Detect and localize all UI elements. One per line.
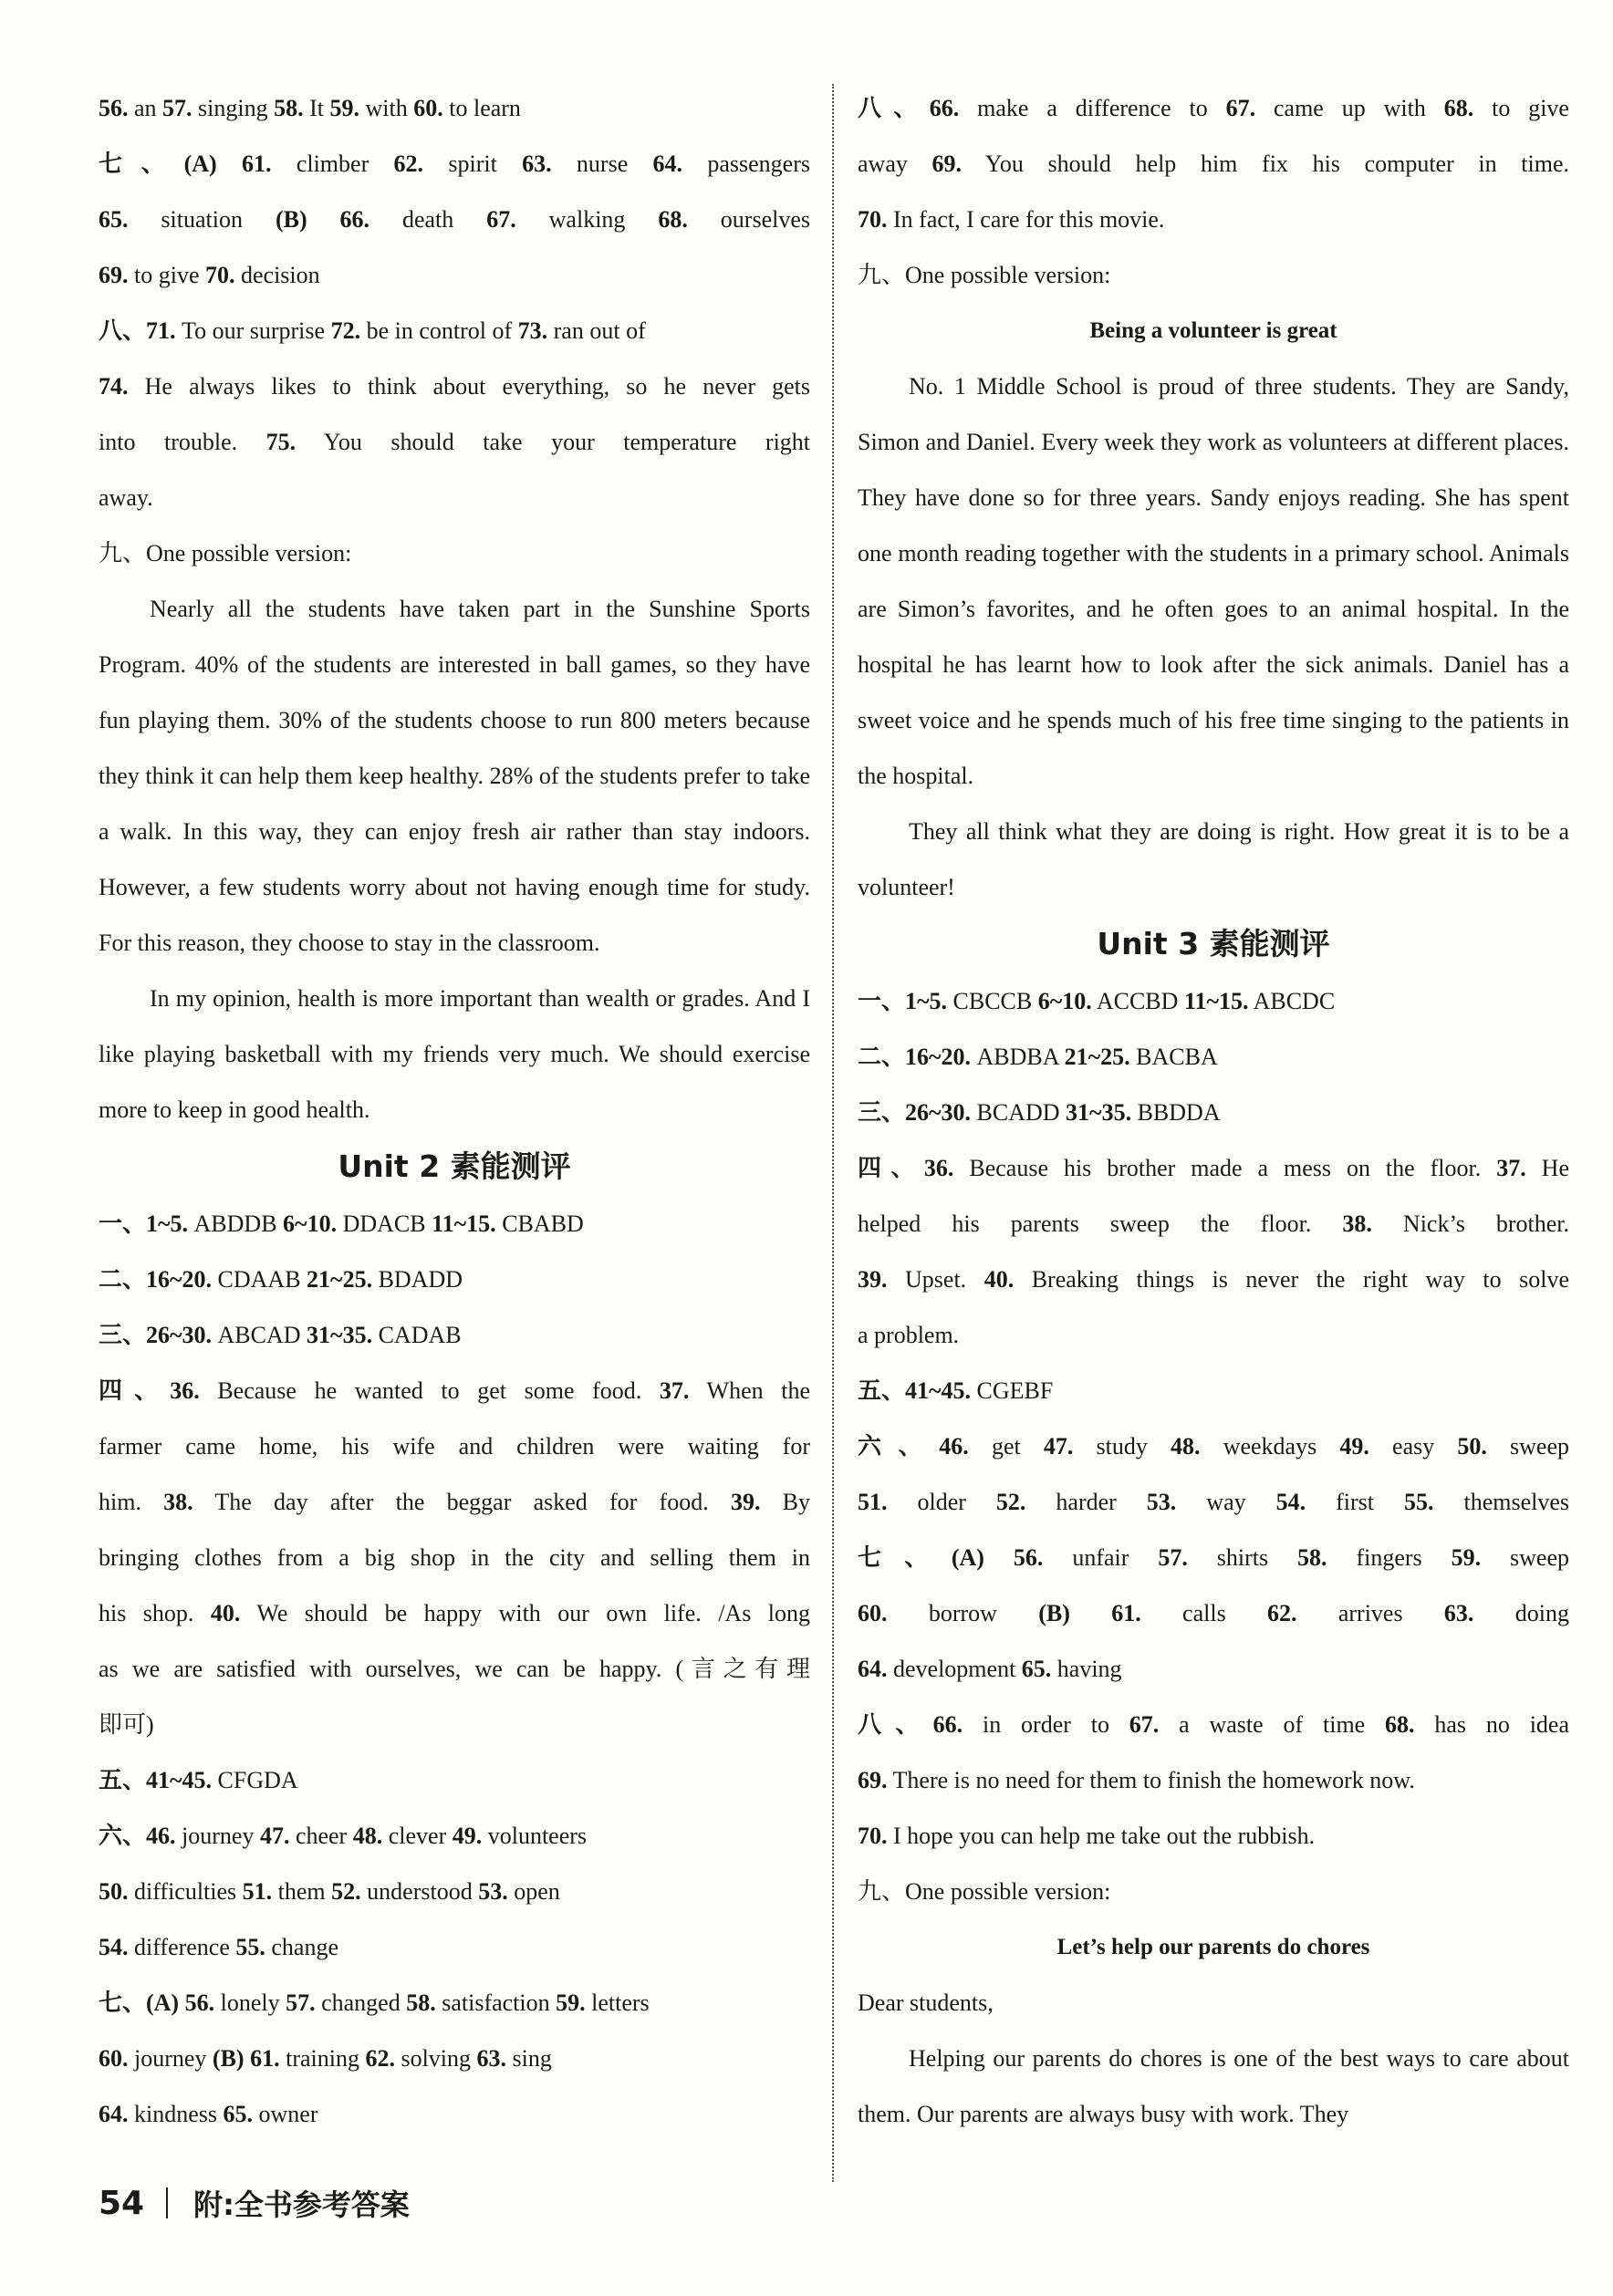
answer-text: BCADD	[971, 1099, 1067, 1126]
answer-line	[858, 136, 1569, 192]
answer-text: ourselves	[687, 206, 810, 233]
answer-text: to give	[128, 262, 205, 288]
answer-text: open	[507, 1878, 560, 1905]
question-number: 八、71.	[99, 317, 176, 344]
question-number: 37.	[659, 1377, 690, 1404]
answer-text: away	[858, 151, 932, 177]
question-number: 40.	[210, 1600, 241, 1626]
answer-text: In fact, I care for this movie.	[887, 206, 1165, 233]
left-column	[99, 80, 810, 2142]
answer-text: to give	[1473, 95, 1569, 121]
answer-line	[858, 973, 1569, 1029]
question-number: 39.	[730, 1489, 761, 1515]
question-number: 65.	[223, 2101, 253, 2127]
question-number: 60.	[858, 1600, 888, 1626]
question-number: 69.	[858, 1767, 888, 1793]
answer-text: doing	[1473, 1600, 1569, 1626]
question-number: 47.	[259, 1823, 290, 1849]
question-number: 七、(A) 56.	[99, 1990, 215, 2016]
answer-text: with	[359, 95, 414, 121]
answer-text: CADAB	[372, 1322, 462, 1348]
answer-text: journey	[175, 1823, 260, 1849]
answer-text: Because he wanted to get some food.	[199, 1377, 660, 1404]
question-number: 四、36.	[99, 1377, 200, 1404]
answer-text: You should help him fix his computer in time.	[962, 151, 1569, 177]
question-number: 63.	[476, 2045, 507, 2072]
question-number: 70.	[858, 206, 888, 233]
question-number: 一、1~5.	[858, 988, 948, 1014]
answer-text: Nick’s brother.	[1371, 1210, 1569, 1237]
answer-line	[858, 1530, 1569, 1585]
answer-line	[858, 1697, 1569, 1752]
answer-text: solving	[394, 2045, 477, 2072]
answer-text: to learn	[442, 95, 521, 121]
question-number: 五、41~45.	[858, 1377, 972, 1404]
answer-line	[99, 1752, 810, 1808]
answer-text: You should take your temperature right	[296, 429, 811, 455]
question-number: (B) 61.	[1038, 1600, 1141, 1626]
answer-line	[99, 1697, 810, 1752]
answer-paragraph: Nearly all the students have taken part in the Sunshine Sports Program. 40% of the students are interested in ball games, so they have fun playing them. 30% of the students choose to run 800 meters because they think it can help them keep healthy. 28% of the students prefer to take a walk. In this way, they can enjoy fresh air rather than stay indoors. However, a few students worry about not having enough time for study. For this reason, they choose to stay in the classroom.	[99, 596, 810, 956]
answer-text: a problem.	[858, 1322, 960, 1348]
answer-line	[858, 80, 1569, 136]
answer-line	[99, 1307, 810, 1363]
answer-text: CFGDA	[212, 1767, 298, 1793]
question-number: 64.	[858, 1656, 888, 1682]
footer-separator	[166, 2187, 168, 2218]
question-number: 67.	[1129, 1711, 1160, 1738]
answer-text: To our surprise	[175, 317, 331, 344]
answer-line	[99, 1418, 810, 1474]
answer-text: change	[265, 1934, 339, 1960]
answer-line	[858, 1085, 1569, 1140]
answer-text: owner	[253, 2101, 318, 2127]
question-number: 57.	[1158, 1544, 1188, 1571]
answer-text: an	[128, 95, 163, 121]
answer-text: harder	[1025, 1489, 1147, 1515]
answer-text: ABCDC	[1248, 988, 1336, 1014]
answer-text: The day after the beggar asked for food.	[193, 1489, 731, 1515]
answer-text: CDAAB	[212, 1266, 307, 1293]
question-number: 6~10.	[1037, 988, 1092, 1014]
answer-text: calls	[1140, 1600, 1268, 1626]
answer-text: first	[1306, 1489, 1404, 1515]
answer-text: get	[968, 1433, 1044, 1460]
answer-text: letters	[585, 1990, 650, 2016]
question-number: 70.	[205, 262, 235, 288]
answer-line	[99, 470, 810, 525]
answer-text: farmer came home, his wife and children were waiting for	[99, 1433, 810, 1460]
question-number: 49.	[452, 1823, 483, 1849]
question-number: 65.	[1021, 1656, 1052, 1682]
answer-line	[99, 1641, 810, 1697]
answer-text: ABCAD	[212, 1322, 307, 1348]
answer-text: fingers	[1327, 1544, 1452, 1571]
question-number: 11~15.	[432, 1210, 496, 1237]
answer-text: them	[272, 1878, 332, 1905]
question-number: 一、1~5.	[99, 1210, 189, 1237]
question-number: 57.	[286, 1990, 316, 2016]
answer-text: kindness	[128, 2101, 224, 2127]
question-number: 47.	[1043, 1433, 1074, 1460]
question-number: 八、66.	[858, 1711, 963, 1738]
question-number: 60.	[99, 2045, 129, 2072]
answer-text: When the	[689, 1377, 810, 1404]
answer-text: older	[887, 1489, 996, 1515]
answer-text: situation	[128, 206, 276, 233]
answer-text: lonely	[214, 1990, 286, 2016]
answer-line	[99, 192, 810, 247]
answer-text: CBABD	[495, 1210, 584, 1237]
question-number: 62.	[393, 151, 424, 177]
question-number: 52.	[331, 1878, 361, 1905]
answer-text: study	[1073, 1433, 1171, 1460]
essay-title: Let’s help our parents do chores	[1056, 1935, 1370, 1959]
right-column	[858, 80, 1569, 2142]
answer-text: difference	[128, 1934, 236, 1960]
question-number: 58.	[406, 1990, 436, 2016]
question-number: 11~15.	[1183, 988, 1249, 1014]
question-number: 52.	[995, 1489, 1026, 1515]
question-number: 50.	[99, 1878, 129, 1905]
answer-text: unfair	[1043, 1544, 1159, 1571]
question-number: 64.	[99, 2101, 129, 2127]
question-number: 68.	[658, 206, 688, 233]
question-number: 51.	[242, 1878, 273, 1905]
answer-line	[858, 1252, 1569, 1307]
question-number: 59.	[1451, 1544, 1482, 1571]
answer-line	[858, 247, 1569, 303]
answer-line	[99, 1474, 810, 1530]
essay-title: Being a volunteer is great	[1089, 318, 1337, 343]
question-number: 62.	[365, 2045, 395, 2072]
question-number: 63.	[522, 151, 552, 177]
answer-text: has no idea	[1414, 1711, 1569, 1738]
question-number: 七、(A) 56.	[858, 1544, 1044, 1571]
answer-line	[858, 192, 1569, 247]
answer-text: themselves	[1433, 1489, 1570, 1515]
answer-line	[99, 2031, 810, 2086]
question-number: 67.	[1225, 95, 1256, 121]
question-number: 70.	[858, 1823, 888, 1849]
question-number: 31~35.	[307, 1322, 373, 1348]
answer-line	[858, 1418, 1569, 1474]
question-number: 三、26~30.	[99, 1322, 213, 1348]
question-number: 69.	[99, 262, 129, 288]
question-number: 63.	[1443, 1600, 1474, 1626]
answer-text: a waste of time	[1159, 1711, 1386, 1738]
answer-text: bringing clothes from a big shop in the city and selling them in	[99, 1544, 810, 1571]
question-number: 31~35.	[1066, 1099, 1132, 1126]
answer-text: cheer	[289, 1823, 353, 1849]
answer-text: changed	[315, 1990, 407, 2016]
question-number: 55.	[235, 1934, 265, 1960]
answer-text: walking	[515, 206, 659, 233]
question-number: 58.	[1297, 1544, 1327, 1571]
answer-line	[99, 1864, 810, 1919]
answer-line	[99, 80, 810, 136]
answer-line	[858, 1140, 1569, 1196]
answer-text: journey	[128, 2045, 213, 2072]
answer-line	[858, 1752, 1569, 1808]
answer-text: decision	[234, 262, 320, 288]
answer-text: sweep	[1481, 1544, 1569, 1571]
question-number: 75.	[265, 429, 297, 455]
question-number: 67.	[486, 206, 516, 233]
answer-text: Because his brother made a mess on the floor.	[953, 1155, 1497, 1181]
question-number: 51.	[858, 1489, 888, 1515]
answer-text: Breaking things is never the right way to solve	[1014, 1266, 1569, 1293]
answer-text: ABDDB	[188, 1210, 284, 1237]
answer-line	[99, 1363, 810, 1418]
page-number: 54	[99, 2184, 145, 2222]
question-number: 53.	[478, 1878, 508, 1905]
answer-text: development	[887, 1656, 1022, 1682]
answer-text: him.	[99, 1489, 164, 1515]
question-number: 58.	[274, 95, 304, 121]
answer-text: passengers	[682, 151, 810, 177]
question-number: 73.	[517, 317, 548, 344]
answer-line	[99, 358, 810, 414]
question-number: 53.	[1146, 1489, 1177, 1515]
answer-line	[858, 1363, 1569, 1418]
answer-text: as we are satisfied with ourselves, we can be happy. (言之有理	[99, 1656, 810, 1682]
answer-line	[99, 247, 810, 303]
question-number: 49.	[1339, 1433, 1369, 1460]
answer-text: came up with	[1255, 95, 1444, 121]
question-number: 54.	[99, 1934, 129, 1960]
answer-text: death	[369, 206, 487, 233]
question-number: 21~25.	[307, 1266, 373, 1293]
answer-line	[99, 1252, 810, 1307]
question-number: 57.	[162, 95, 193, 121]
unit-heading: Unit 2 素能测评	[338, 1148, 571, 1184]
question-number: 64.	[652, 151, 683, 177]
answer-line	[99, 1585, 810, 1641]
answer-text: ran out of	[547, 317, 646, 344]
footer-label: 附:全书参考答案	[193, 2187, 410, 2222]
answer-line	[99, 303, 810, 358]
question-number: 65.	[99, 206, 129, 233]
question-number: 八、66.	[858, 95, 960, 121]
answer-text: We should be happy with our own life. /As long	[240, 1600, 810, 1626]
answer-line	[858, 1307, 1569, 1363]
question-number: 54.	[1275, 1489, 1306, 1515]
answer-text: clever	[382, 1823, 453, 1849]
answer-text: By	[760, 1489, 810, 1515]
answer-text: make a difference to	[959, 95, 1226, 121]
answer-text: away.	[99, 484, 153, 511]
answer-text: sing	[506, 2045, 552, 2072]
question-number: 48.	[1171, 1433, 1201, 1460]
answer-line	[858, 1585, 1569, 1641]
answer-text: training	[279, 2045, 366, 2072]
answer-text: into trouble.	[99, 429, 266, 455]
page-footer	[99, 2182, 410, 2224]
answer-text: easy	[1368, 1433, 1458, 1460]
answer-line	[858, 1864, 1569, 1919]
answer-text: Upset.	[887, 1266, 984, 1293]
question-number: 56.	[99, 95, 129, 121]
answer-text: BACBA	[1129, 1044, 1218, 1070]
answer-text: borrow	[887, 1600, 1039, 1626]
answer-paragraph: In my opinion, health is more important than wealth or grades. And I like playing basketball with my friends very much. We should exercise more to keep in good health.	[99, 985, 810, 1123]
answer-text: singing	[192, 95, 275, 121]
question-number: 72.	[330, 317, 361, 344]
answer-text: arrives	[1296, 1600, 1444, 1626]
answer-line	[99, 1530, 810, 1585]
answer-text: understood	[360, 1878, 479, 1905]
answer-text: ABDBA	[971, 1044, 1065, 1070]
answer-text: way	[1176, 1489, 1276, 1515]
question-number: 39.	[858, 1266, 888, 1293]
answer-line	[858, 1196, 1569, 1252]
question-number: 68.	[1443, 95, 1474, 121]
answer-text: sweep	[1486, 1433, 1570, 1460]
answer-line	[99, 525, 810, 581]
answer-text: He always likes to think about everything, so he never gets	[128, 373, 810, 400]
answer-text: his shop.	[99, 1600, 211, 1626]
answer-line	[99, 414, 810, 470]
answer-text: having	[1051, 1656, 1122, 1682]
answer-line	[99, 1808, 810, 1864]
answer-text: CGEBF	[971, 1377, 1054, 1404]
question-number: 七、(A) 61.	[99, 151, 272, 177]
answer-text: shirts	[1187, 1544, 1298, 1571]
answer-text: DDACB	[337, 1210, 432, 1237]
answer-text: in order to	[963, 1711, 1129, 1738]
answer-text: It	[303, 95, 330, 121]
column-divider	[832, 84, 834, 2182]
answer-text: climber	[271, 151, 394, 177]
answer-text: nurse	[551, 151, 653, 177]
answer-line	[858, 1808, 1569, 1864]
answer-line	[858, 1029, 1569, 1085]
unit-heading: Unit 3 素能测评	[1097, 926, 1330, 961]
question-number: 二、16~20.	[99, 1266, 213, 1293]
question-number: 62.	[1267, 1600, 1297, 1626]
answer-line	[99, 1975, 810, 2031]
answer-line	[99, 1919, 810, 1975]
answer-text: difficulties	[128, 1878, 243, 1905]
question-number: 六、46.	[99, 1823, 176, 1849]
question-number: (B) 61.	[212, 2045, 280, 2072]
question-number: 38.	[163, 1489, 193, 1515]
question-number: 37.	[1496, 1155, 1526, 1181]
question-number: 40.	[983, 1266, 1015, 1293]
question-number: 50.	[1457, 1433, 1487, 1460]
answer-text: satisfaction	[435, 1990, 557, 2016]
question-number: (B) 66.	[275, 206, 370, 233]
answer-text: weekdays	[1200, 1433, 1340, 1460]
answer-text: spirit	[423, 151, 523, 177]
question-number: 二、16~20.	[858, 1044, 972, 1070]
answer-text: There is no need for them to finish the homework now.	[887, 1767, 1415, 1793]
answer-line	[99, 2086, 810, 2142]
question-number: 三、26~30.	[858, 1099, 972, 1126]
answer-text: 即可)	[99, 1711, 154, 1738]
answer-text: 九、One possible version:	[858, 262, 1111, 288]
question-number: 五、41~45.	[99, 1767, 213, 1793]
answer-line	[858, 1975, 1569, 2031]
question-number: 48.	[352, 1823, 383, 1849]
answer-line	[99, 136, 810, 192]
answer-line	[858, 1474, 1569, 1530]
answer-paragraph: Helping our parents do chores is one of the best ways to care about them. Our parents are always busy with work. They	[858, 2045, 1569, 2127]
answer-text: helped his parents sweep the floor.	[858, 1210, 1343, 1237]
answer-text: volunteers	[482, 1823, 588, 1849]
answer-text: BDADD	[372, 1266, 463, 1293]
question-number: 38.	[1342, 1210, 1372, 1237]
question-number: 55.	[1403, 1489, 1434, 1515]
answer-text: be in control of	[360, 317, 518, 344]
question-number: 60.	[413, 95, 443, 121]
question-number: 59.	[556, 1990, 586, 2016]
answer-text: BBDDA	[1131, 1099, 1221, 1126]
answer-paragraph: No. 1 Middle School is proud of three students. They are Sandy, Simon and Daniel. Every week they work as volunteers at different places. They have done so for three years. Sandy enjoys reading. She has spent one month reading together with the students in a primary school. Animals are Simon’s favorites, and he often goes to an animal hospital. In the hospital he has learnt how to look after the sick animals. Daniel has a sweet voice and he spends much of his free time singing to the patients in the hospital.	[858, 373, 1569, 789]
question-number: 6~10.	[283, 1210, 338, 1237]
answer-line	[858, 1641, 1569, 1697]
question-number: 59.	[329, 95, 360, 121]
answer-text: CBCCB	[947, 988, 1038, 1014]
question-number: 68.	[1385, 1711, 1415, 1738]
question-number: 69.	[931, 151, 963, 177]
answer-text: 九、One possible version:	[858, 1878, 1111, 1905]
question-number: 四、36.	[858, 1155, 954, 1181]
answer-line	[99, 1196, 810, 1252]
answer-text: Dear students,	[858, 1990, 994, 2016]
answer-text: He	[1525, 1155, 1569, 1181]
answer-text: I hope you can help me take out the rubbish.	[887, 1823, 1316, 1849]
question-number: 21~25.	[1064, 1044, 1130, 1070]
question-number: 74.	[99, 373, 129, 400]
answer-paragraph: They all think what they are doing is right. How great it is to be a volunteer!	[858, 818, 1569, 900]
answer-text: ACCBD	[1091, 988, 1184, 1014]
answer-text: 九、One possible version:	[99, 540, 352, 566]
question-number: 六、46.	[858, 1433, 969, 1460]
